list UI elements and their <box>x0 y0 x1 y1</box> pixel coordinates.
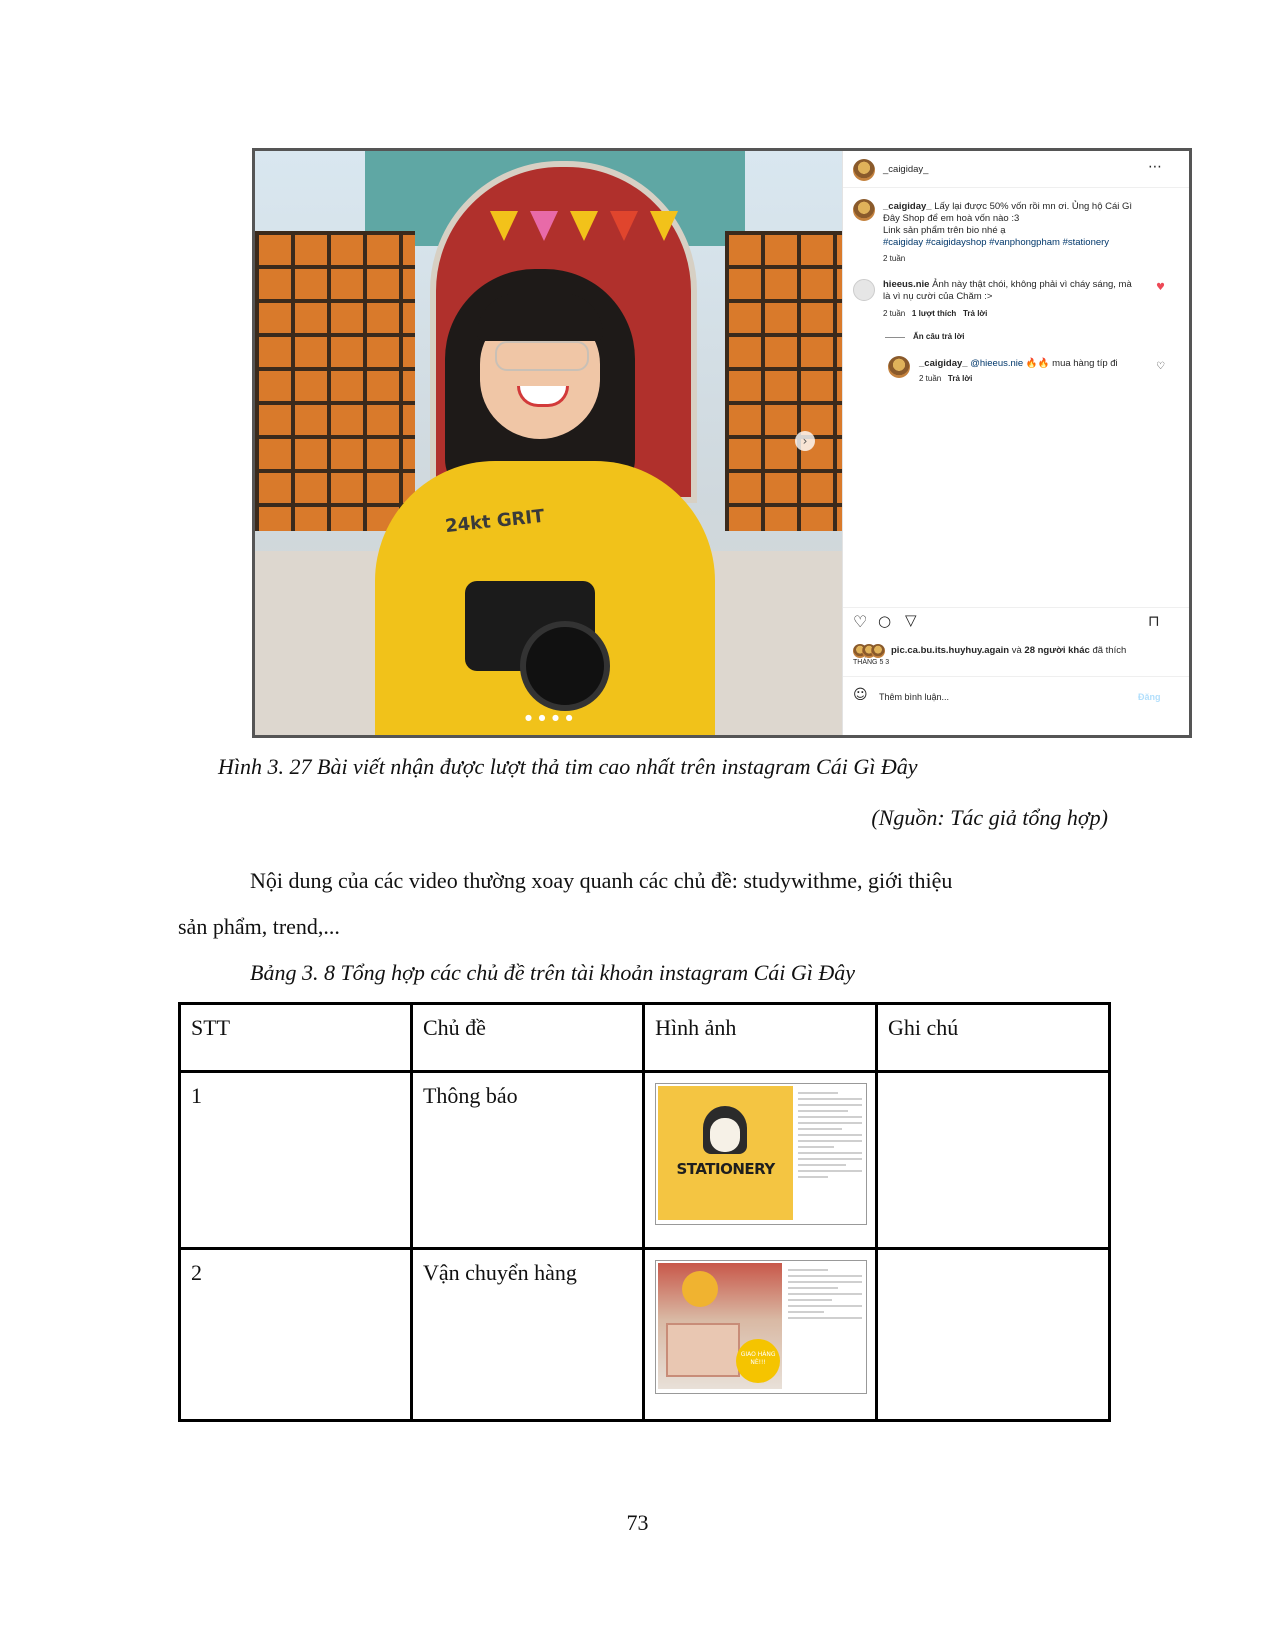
reply-username[interactable]: _caigiday_ <box>919 358 968 369</box>
caption-line2: Link sản phẩm trên bio nhé ạ <box>883 225 1006 236</box>
comment-time: 2 tuần <box>883 309 906 318</box>
thumbnail-shipping <box>655 1260 867 1394</box>
table-row <box>180 1249 1110 1421</box>
brick-wall-right <box>725 231 842 531</box>
thumbnail-image <box>658 1263 782 1389</box>
heart-outline-icon[interactable]: ♡ <box>1156 361 1165 372</box>
paragraph-line-2: sản phẩm, trend,... <box>178 914 340 939</box>
caption-time: 2 tuần <box>883 254 906 263</box>
topics-table <box>178 1002 1111 1422</box>
reply-time: 2 tuần <box>919 374 942 383</box>
carousel-dots-icon: ● ● ● ● <box>525 713 575 722</box>
header-note: Ghi chú <box>877 1004 1110 1072</box>
likers-avatars <box>853 644 887 658</box>
caption-text: Lấy lại được 50% vốn rồi mn ơi. Ủng hộ Cái Gì Đây Shop để em hoà vốn nào :3 <box>883 201 1133 224</box>
person-bangs <box>477 293 603 341</box>
thumbnail-image <box>658 1086 793 1220</box>
post-photo <box>255 151 842 735</box>
instagram-post-screenshot <box>252 148 1192 738</box>
thumbnail-title: STATIONERY <box>676 1160 775 1178</box>
cell-stt: 2 <box>180 1249 412 1421</box>
post-comment-button[interactable]: Đăng <box>1138 692 1161 702</box>
more-dots-icon[interactable]: ⋯ <box>1148 159 1162 175</box>
thumbnail-caption-lines <box>788 1265 862 1323</box>
cell-image <box>644 1072 877 1249</box>
post-date: THÁNG 5 3 <box>853 659 890 666</box>
bunting-flag <box>490 211 518 241</box>
avatar[interactable] <box>853 279 875 301</box>
camera-lens <box>520 621 610 711</box>
brick-wall-left <box>255 231 415 531</box>
liked-by-suffix: đã thích <box>1092 645 1127 656</box>
cell-image <box>644 1249 877 1421</box>
comment <box>883 279 1138 303</box>
reply-mention[interactable]: @hieeus.nie <box>970 358 1024 369</box>
share-icon[interactable]: ▽ <box>905 611 917 629</box>
thumbnail-badge: GIAO HÀNG NÈ!!! <box>736 1339 780 1383</box>
figure-source: (Nguồn: Tác giả tổng hợp) <box>871 805 1108 830</box>
divider <box>843 676 1190 677</box>
liked-by-connector: và <box>1011 645 1022 656</box>
bunting-flag <box>570 211 598 241</box>
liked-by <box>891 645 1186 657</box>
comment-input[interactable]: Thêm bình luận... <box>879 692 950 702</box>
caption-username[interactable]: _caigiday_ <box>883 201 932 212</box>
divider <box>843 607 1190 608</box>
header-topic: Chủ đề <box>411 1004 643 1072</box>
figure-caption: Hình 3. 27 Bài viết nhận được lượt thả tim cao nhất trên instagram Cái Gì Đây <box>218 754 918 779</box>
like-icon[interactable]: ♡ <box>853 612 868 631</box>
comment-text: Ảnh này thật chói, không phải vì cháy sáng, mà là vì nụ cười của Chăm :> <box>883 279 1132 302</box>
header-image: Hình ảnh <box>644 1004 877 1072</box>
hide-replies-link[interactable]: Ẩn câu trả lời <box>913 332 965 341</box>
shirt-print: 24kt GRIT <box>444 505 546 538</box>
comment-reply-link[interactable]: Trả lời <box>962 309 988 318</box>
caption-hashtags[interactable]: #caigiday #caigidayshop #vanphongpham #stationery <box>883 237 1110 248</box>
bunting-flag <box>610 211 638 241</box>
table-header-row <box>180 1004 1110 1072</box>
post-username[interactable]: _caigiday_ <box>883 164 929 175</box>
cell-topic: Thông báo <box>411 1072 643 1249</box>
glasses <box>495 341 589 371</box>
thumbnail-announcement <box>655 1083 867 1225</box>
comment-meta <box>883 308 987 320</box>
table-row <box>180 1072 1110 1249</box>
comment-username[interactable]: hieeus.nie <box>883 279 930 290</box>
header-stt: STT <box>180 1004 412 1072</box>
divider <box>885 337 905 338</box>
next-photo-icon[interactable]: › <box>795 431 815 451</box>
emoji-icon[interactable]: ☺ <box>853 687 868 703</box>
reply-meta <box>919 373 972 385</box>
reply-emoji: 🔥🔥 <box>1025 358 1050 369</box>
divider <box>843 187 1190 188</box>
bookmark-icon[interactable]: ⊓ <box>1148 612 1160 630</box>
liked-by-user[interactable]: pic.ca.bu.its.huyhuy.again <box>891 645 1010 656</box>
page-number: 73 <box>626 1510 649 1535</box>
paragraph-line-1: Nội dung của các video thường xoay quanh các chủ đề: studywithme, giới thiệu <box>250 868 953 893</box>
liked-by-others[interactable]: 28 người khác <box>1024 645 1090 656</box>
avatar[interactable] <box>853 159 875 181</box>
cell-stt: 1 <box>180 1072 412 1249</box>
post-side-panel <box>842 151 1190 735</box>
reply-reply-link[interactable]: Trả lời <box>947 374 973 383</box>
avatar[interactable] <box>853 199 875 221</box>
bunting-flag <box>530 211 558 241</box>
heart-filled-icon[interactable]: ♥ <box>1156 282 1165 293</box>
cell-topic: Vận chuyển hàng <box>411 1249 643 1421</box>
reply <box>919 358 1149 370</box>
cell-note <box>877 1072 1110 1249</box>
comment-likes[interactable]: 1 lượt thích <box>911 309 957 318</box>
reply-text: mua hàng típ đi <box>1052 358 1118 369</box>
avatar[interactable] <box>888 356 910 378</box>
thumbnail-caption-lines <box>798 1088 862 1182</box>
post-caption <box>883 201 1143 249</box>
cell-note <box>877 1249 1110 1421</box>
table-caption: Bảng 3. 8 Tổng hợp các chủ đề trên tài khoản instagram Cái Gì Đây <box>250 960 856 985</box>
comment-icon[interactable]: ○ <box>878 612 892 630</box>
bunting-flag <box>650 211 678 241</box>
